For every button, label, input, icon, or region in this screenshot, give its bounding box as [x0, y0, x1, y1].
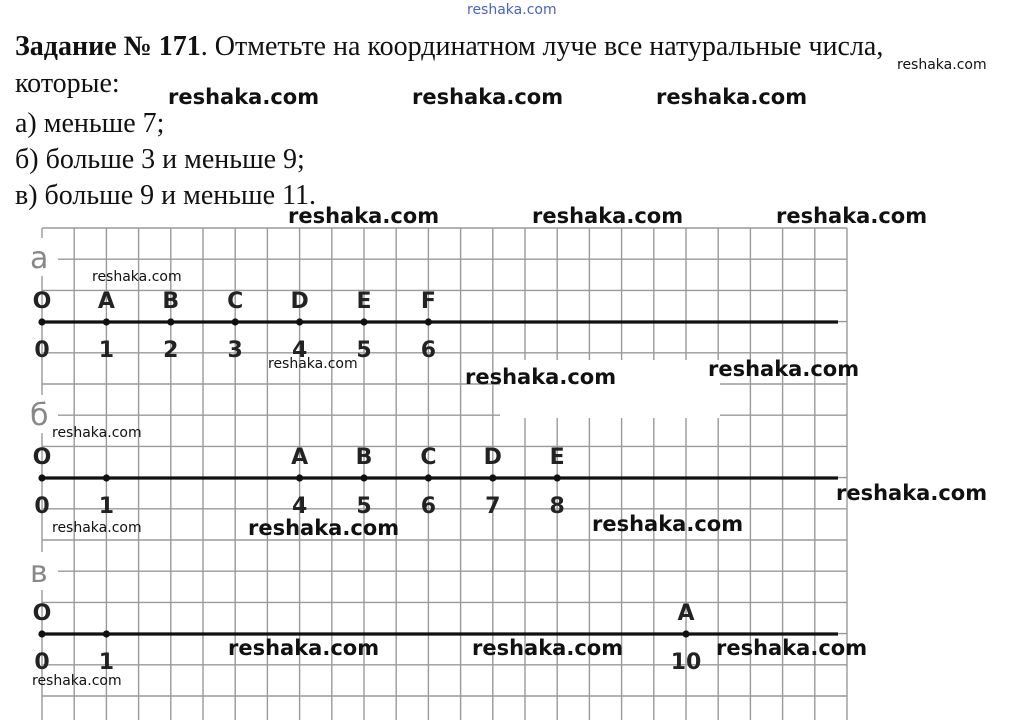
point-label: D [483, 445, 502, 470]
task-text: . Отметьте на координатном луче все натуральные числа, [200, 31, 884, 62]
tick-number: 1 [98, 650, 115, 675]
origin-label: O [32, 445, 52, 470]
ray-point [296, 474, 303, 481]
tick-number: 0 [34, 650, 50, 675]
watermark: reshaka.com [776, 204, 928, 228]
tick-number: 10 [670, 650, 702, 675]
section-letter: б [30, 398, 49, 433]
point-label: A [677, 601, 695, 626]
ray-point [489, 474, 496, 481]
watermark: reshaka.com [836, 481, 988, 505]
tick-number: 1 [98, 494, 115, 519]
ray-point [103, 630, 110, 637]
ray-point [360, 474, 367, 481]
point-label: F [420, 289, 436, 314]
point-label: D [290, 289, 309, 314]
point-label: E [356, 289, 372, 314]
ray-point [38, 474, 45, 481]
tick-number: 6 [420, 494, 437, 519]
tick-number: 4 [291, 338, 308, 363]
ray-point [167, 318, 174, 325]
ray-point [296, 318, 303, 325]
watermark: reshaka.com [716, 636, 868, 660]
section-letter: в [30, 555, 48, 590]
watermark: reshaka.com [248, 516, 400, 540]
tick-number: 3 [227, 338, 243, 363]
item-a: а) меньше 7; [15, 108, 165, 139]
tick-number: 5 [356, 338, 372, 363]
site-watermark-top: reshaka.com [467, 2, 557, 18]
item-b: б) больше 3 и меньше 9; [15, 144, 305, 175]
watermark: reshaka.com [52, 425, 142, 441]
section-letter: а [30, 241, 49, 276]
tick-number: 0 [34, 494, 50, 519]
tick-number: 6 [420, 338, 437, 363]
ray-point [425, 318, 432, 325]
watermark: reshaka.com [708, 357, 860, 381]
ray-point [103, 318, 110, 325]
ray-point [425, 474, 432, 481]
ray-point [232, 318, 239, 325]
origin-label: O [32, 289, 52, 314]
tick-number: 8 [549, 494, 565, 519]
watermark: reshaka.com [168, 85, 320, 109]
watermark: reshaka.com [465, 365, 617, 389]
point-label: C [227, 289, 244, 314]
point-label: C [420, 445, 437, 470]
point-label: E [549, 445, 565, 470]
watermark: reshaka.com [268, 356, 358, 372]
watermark: reshaka.com [32, 673, 122, 689]
ray-point [38, 630, 45, 637]
watermark: reshaka.com [412, 85, 564, 109]
watermark: reshaka.com [228, 636, 380, 660]
ray-point [554, 474, 561, 481]
point-label: B [355, 445, 373, 470]
watermark: reshaka.com [92, 269, 182, 285]
ray-point [103, 474, 110, 481]
ray-point [360, 318, 367, 325]
watermark: reshaka.com [472, 636, 624, 660]
point-label: B [162, 289, 180, 314]
watermark: reshaka.com [52, 520, 142, 536]
item-c: в) больше 9 и меньше 11. [15, 180, 316, 211]
tick-number: 4 [291, 494, 308, 519]
tick-number: 2 [163, 338, 179, 363]
tick-number: 1 [98, 338, 115, 363]
ray-point [38, 318, 45, 325]
watermark: reshaka.com [656, 85, 808, 109]
point-label: A [97, 289, 115, 314]
watermark: reshaka.com [592, 512, 744, 536]
ray-point [682, 630, 689, 637]
tick-number: 0 [34, 338, 50, 363]
point-label: A [291, 445, 309, 470]
watermark: reshaka.com [897, 57, 987, 73]
watermark: reshaka.com [288, 204, 440, 228]
task-label: Задание № 171 [15, 31, 201, 62]
watermark: reshaka.com [532, 204, 684, 228]
tick-number: 7 [485, 494, 501, 519]
task-line-2: которые: [15, 68, 120, 99]
tick-number: 5 [356, 494, 372, 519]
origin-label: O [32, 601, 52, 626]
